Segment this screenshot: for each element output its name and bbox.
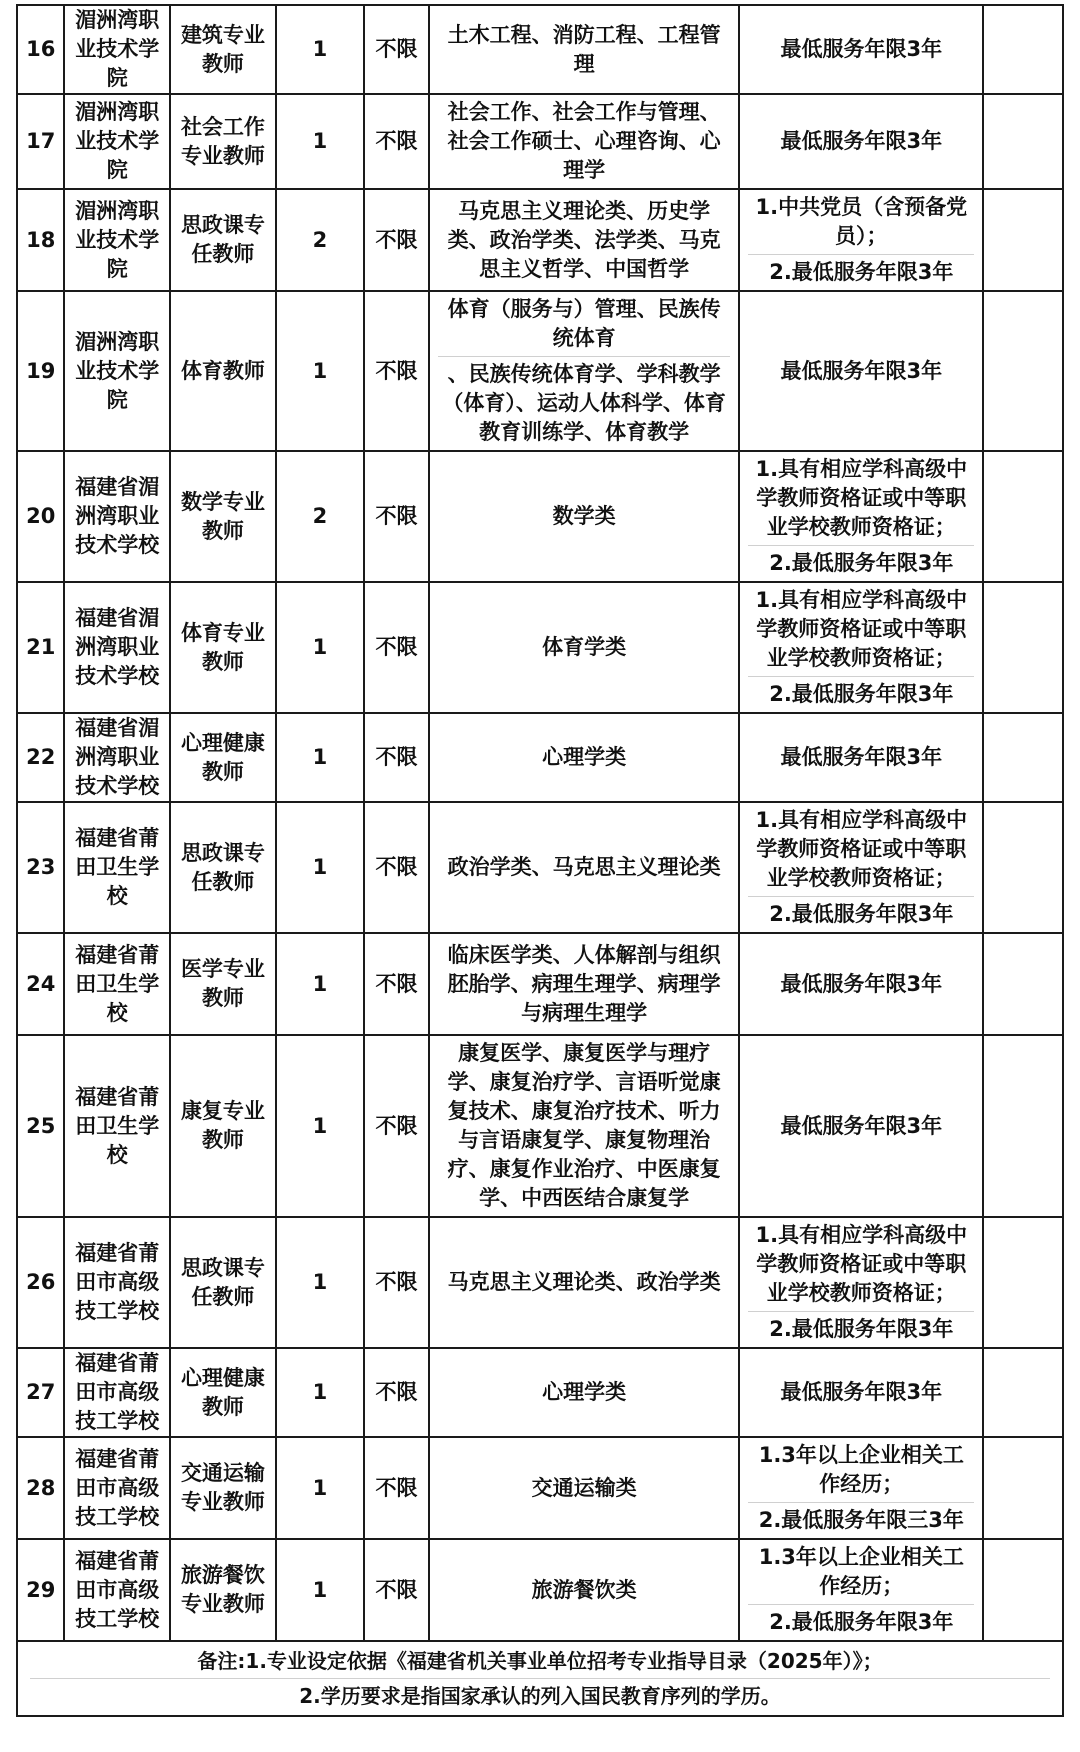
other-requirement — [739, 713, 983, 802]
major-requirement-line: 政治学类、马克思主义理论类 — [447, 855, 721, 879]
unit-name: 福建省莆田卫生学校 — [64, 1035, 170, 1217]
major-requirement-line: 社会工作、社会工作与管理、社会工作硕士、心理咨询、心理学 — [447, 100, 721, 182]
major-requirement-line: 土木工程、消防工程、工程管理 — [447, 22, 721, 76]
unit-name: 福建省莆田市高级技工学校 — [64, 1217, 170, 1348]
post-count: 1 — [276, 1217, 364, 1348]
other-requirement-line: 1.中共党员（含预备党员）； — [755, 195, 968, 248]
table-row — [17, 1539, 1063, 1641]
other-requirement-line: 最低服务年限3年 — [780, 971, 943, 996]
other-requirement-line: 2.最低服务年限3年 — [748, 1311, 974, 1347]
row-number: 19 — [17, 291, 64, 451]
other-requirement — [739, 933, 983, 1035]
major-requirement — [429, 1348, 740, 1437]
remark-cell — [983, 713, 1063, 802]
unit-name: 福建省湄洲湾职业技术学校 — [64, 582, 170, 713]
other-requirement — [739, 451, 983, 582]
age-limit: 不限 — [364, 1217, 429, 1348]
table-row — [17, 1217, 1063, 1348]
other-requirement — [739, 1348, 983, 1437]
major-requirement — [429, 713, 740, 802]
unit-name: 福建省莆田卫生学校 — [64, 933, 170, 1035]
row-number: 27 — [17, 1348, 64, 1437]
other-requirement-line: 2.最低服务年限3年 — [748, 896, 974, 932]
row-number: 28 — [17, 1437, 64, 1539]
post-count: 1 — [276, 94, 364, 189]
other-requirement-line: 1.3年以上企业相关工作经历； — [758, 1443, 964, 1496]
age-limit: 不限 — [364, 1539, 429, 1641]
age-limit: 不限 — [364, 1348, 429, 1437]
age-limit: 不限 — [364, 291, 429, 451]
major-requirement-line: 旅游餐饮类 — [531, 1577, 637, 1602]
major-requirement — [429, 802, 740, 933]
other-requirement-line: 2.最低服务年限三3年 — [748, 1502, 974, 1538]
remark-cell — [983, 802, 1063, 933]
remark-cell — [983, 189, 1063, 291]
major-requirement-line: 马克思主义理论类、历史学类、政治学类、法学类、马克思主义哲学、中国哲学 — [447, 198, 721, 281]
major-requirement — [429, 94, 740, 189]
notes-cell — [17, 1641, 1063, 1716]
age-limit: 不限 — [364, 802, 429, 933]
post-name: 康复专业教师 — [170, 1035, 276, 1217]
other-requirement-line: 1.具有相应学科高级中学教师资格证或中等职业学校教师资格证； — [755, 457, 968, 539]
other-requirement-line: 1.具有相应学科高级中学教师资格证或中等职业学校教师资格证； — [755, 588, 968, 670]
age-limit: 不限 — [364, 94, 429, 189]
row-number: 20 — [17, 451, 64, 582]
post-name: 数学专业教师 — [170, 451, 276, 582]
remark-cell — [983, 1217, 1063, 1348]
unit-name: 湄洲湾职业技术学院 — [64, 189, 170, 291]
major-requirement — [429, 189, 740, 291]
post-name: 思政课专任教师 — [170, 802, 276, 933]
remark-cell — [983, 291, 1063, 451]
remark-cell — [983, 1539, 1063, 1641]
unit-name: 福建省湄洲湾职业技术学校 — [64, 451, 170, 582]
recruitment-table — [16, 4, 1064, 1717]
remark-cell — [983, 582, 1063, 713]
other-requirement-line: 最低服务年限3年 — [780, 358, 943, 383]
post-count: 1 — [276, 713, 364, 802]
post-count: 1 — [276, 802, 364, 933]
table-row — [17, 1348, 1063, 1437]
table-row — [17, 582, 1063, 713]
table-row — [17, 451, 1063, 582]
major-requirement-line: 数学类 — [552, 504, 616, 528]
post-name: 医学专业教师 — [170, 933, 276, 1035]
unit-name: 福建省莆田市高级技工学校 — [64, 1348, 170, 1437]
major-requirement — [429, 1217, 740, 1348]
unit-name: 湄洲湾职业技术学院 — [64, 94, 170, 189]
row-number: 23 — [17, 802, 64, 933]
age-limit: 不限 — [364, 189, 429, 291]
row-number: 16 — [17, 5, 64, 94]
age-limit: 不限 — [364, 5, 429, 94]
remark-cell — [983, 1035, 1063, 1217]
unit-name: 湄洲湾职业技术学院 — [64, 291, 170, 451]
other-requirement-line: 2.最低服务年限3年 — [748, 1604, 974, 1640]
major-requirement-line: 康复医学、康复医学与理疗学、康复治疗学、言语听觉康复技术、康复治疗技术、听力与言语康复学、康复物理治疗、康复作业治疗、中医康复学、中西医结合康复学 — [447, 1041, 721, 1210]
other-requirement-line: 2.最低服务年限3年 — [748, 545, 974, 581]
post-count: 1 — [276, 291, 364, 451]
post-count: 1 — [276, 1437, 364, 1539]
unit-name: 湄洲湾职业技术学院 — [64, 5, 170, 94]
major-requirement-line: 心理学类 — [542, 745, 627, 769]
other-requirement — [739, 1539, 983, 1641]
row-number: 22 — [17, 713, 64, 802]
age-limit: 不限 — [364, 451, 429, 582]
other-requirement — [739, 94, 983, 189]
post-name: 交通运输专业教师 — [170, 1437, 276, 1539]
major-requirement — [429, 1035, 740, 1217]
table-row — [17, 933, 1063, 1035]
table-row — [17, 1437, 1063, 1539]
row-number: 25 — [17, 1035, 64, 1217]
age-limit: 不限 — [364, 933, 429, 1035]
remark-cell — [983, 1348, 1063, 1437]
other-requirement — [739, 1217, 983, 1348]
major-requirement — [429, 5, 740, 94]
row-number: 24 — [17, 933, 64, 1035]
major-requirement-line: 、民族传统体育学、学科教学（体育）、运动人体科学、体育教育训练学、体育教学 — [438, 356, 731, 450]
post-name: 社会工作专业教师 — [170, 94, 276, 189]
other-requirement — [739, 189, 983, 291]
row-number: 18 — [17, 189, 64, 291]
other-requirement — [739, 582, 983, 713]
notes-row — [17, 1641, 1063, 1716]
post-count: 1 — [276, 933, 364, 1035]
other-requirement-line: 最低服务年限3年 — [780, 129, 943, 153]
post-name: 建筑专业教师 — [170, 5, 276, 94]
table-row — [17, 802, 1063, 933]
remark-cell — [983, 1437, 1063, 1539]
age-limit: 不限 — [364, 713, 429, 802]
major-requirement — [429, 933, 740, 1035]
post-name: 思政课专任教师 — [170, 189, 276, 291]
post-count: 1 — [276, 1348, 364, 1437]
major-requirement — [429, 291, 740, 451]
note-line-1: 备注:1.专业设定依据《福建省机关事业单位招考专业指导目录（2025年）》； — [197, 1649, 883, 1673]
post-name: 心理健康教师 — [170, 713, 276, 802]
table-row — [17, 94, 1063, 189]
other-requirement-line: 1.3年以上企业相关工作经历； — [758, 1545, 964, 1598]
age-limit: 不限 — [364, 1035, 429, 1217]
post-count: 2 — [276, 451, 364, 582]
other-requirement-line: 最低服务年限3年 — [780, 745, 943, 769]
remark-cell — [983, 933, 1063, 1035]
post-name: 思政课专任教师 — [170, 1217, 276, 1348]
unit-name: 福建省湄洲湾职业技术学校 — [64, 713, 170, 802]
major-requirement-line: 心理学类 — [542, 1380, 627, 1404]
remark-cell — [983, 451, 1063, 582]
major-requirement-line: 体育学类 — [542, 635, 627, 659]
post-count: 1 — [276, 5, 364, 94]
table-row — [17, 713, 1063, 802]
post-count: 1 — [276, 1539, 364, 1641]
post-name: 旅游餐饮专业教师 — [170, 1539, 276, 1641]
major-requirement-line: 马克思主义理论类、政治学类 — [447, 1270, 721, 1294]
table-row — [17, 1035, 1063, 1217]
post-count: 1 — [276, 582, 364, 713]
major-requirement — [429, 1539, 740, 1641]
major-requirement — [429, 451, 740, 582]
table-body — [17, 5, 1063, 1641]
post-name: 体育专业教师 — [170, 582, 276, 713]
major-requirement — [429, 582, 740, 713]
other-requirement — [739, 291, 983, 451]
table-row — [17, 5, 1063, 94]
other-requirement-line: 最低服务年限3年 — [780, 1380, 943, 1404]
remark-cell — [983, 94, 1063, 189]
other-requirement — [739, 802, 983, 933]
major-requirement-line: 交通运输类 — [531, 1475, 637, 1500]
unit-name: 福建省莆田市高级技工学校 — [64, 1539, 170, 1641]
note-line-2: 2.学历要求是指国家承认的列入国民教育序列的学历。 — [30, 1678, 1050, 1713]
table-row — [17, 189, 1063, 291]
table-row — [17, 291, 1063, 451]
age-limit: 不限 — [364, 1437, 429, 1539]
row-number: 29 — [17, 1539, 64, 1641]
major-requirement-line: 体育（服务与）管理、民族传统体育 — [447, 297, 721, 350]
other-requirement-line: 1.具有相应学科高级中学教师资格证或中等职业学校教师资格证； — [755, 808, 968, 890]
other-requirement — [739, 1437, 983, 1539]
age-limit: 不限 — [364, 582, 429, 713]
unit-name: 福建省莆田卫生学校 — [64, 802, 170, 933]
other-requirement — [739, 1035, 983, 1217]
major-requirement — [429, 1437, 740, 1539]
other-requirement-line: 2.最低服务年限3年 — [748, 676, 974, 712]
other-requirement-line: 最低服务年限3年 — [780, 1113, 943, 1138]
other-requirement-line: 最低服务年限3年 — [780, 37, 943, 61]
row-number: 21 — [17, 582, 64, 713]
row-number: 17 — [17, 94, 64, 189]
other-requirement — [739, 5, 983, 94]
remark-cell — [983, 5, 1063, 94]
major-requirement-line: 临床医学类、人体解剖与组织胚胎学、病理生理学、病理学与病理生理学 — [447, 942, 721, 1025]
unit-name: 福建省莆田市高级技工学校 — [64, 1437, 170, 1539]
post-count: 1 — [276, 1035, 364, 1217]
post-count: 2 — [276, 189, 364, 291]
post-name: 体育教师 — [170, 291, 276, 451]
other-requirement-line: 1.具有相应学科高级中学教师资格证或中等职业学校教师资格证； — [755, 1223, 968, 1305]
row-number: 26 — [17, 1217, 64, 1348]
other-requirement-line: 2.最低服务年限3年 — [748, 254, 974, 290]
post-name: 心理健康教师 — [170, 1348, 276, 1437]
